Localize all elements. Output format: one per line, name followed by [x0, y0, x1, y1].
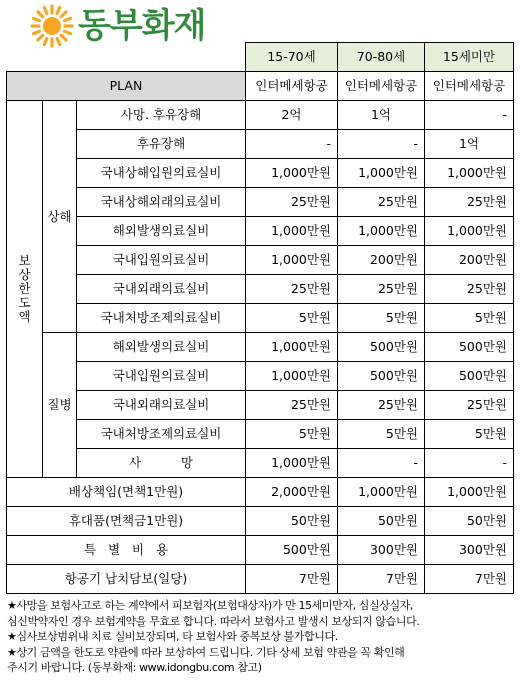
value-cell: -	[246, 130, 338, 159]
item-label: 국내외래의료실비	[77, 275, 246, 304]
value-cell: 1,000만원	[425, 217, 514, 246]
footnote-line: ★상기 금액을 한도로 약관에 따라 보상하여 드립니다. 기타 상세 보험 약관을 꼭 확인해	[7, 645, 405, 659]
group-label-injury: 상해	[43, 101, 77, 333]
value-cell: 300만원	[338, 536, 425, 565]
item-label: 국내외래의료실비	[77, 391, 246, 420]
item-label: 국내상해외래의료실비	[77, 188, 246, 217]
value-cell: 500만원	[246, 536, 338, 565]
table-row	[7, 536, 514, 565]
value-cell: 1,000만원	[246, 362, 338, 391]
table-row	[7, 565, 514, 594]
value-cell: 25만원	[338, 188, 425, 217]
value-cell: 1,000만원	[338, 217, 425, 246]
value-cell: 50만원	[246, 507, 338, 536]
item-label: 국내처방조제의료실비	[77, 304, 246, 333]
footnote-line: ★심사보상범위내 치료 실비보장되며, 타 보험사와 중복보상 불가합니다.	[7, 630, 338, 643]
value-cell: 25만원	[425, 391, 514, 420]
table-row	[7, 275, 514, 304]
value-cell: 5만원	[338, 420, 425, 449]
value-cell: 1,000만원	[246, 217, 338, 246]
table-row	[7, 507, 514, 536]
value-cell: 25만원	[246, 188, 338, 217]
value-cell: 25만원	[425, 275, 514, 304]
item-label: 특 별 비 용	[7, 536, 246, 565]
item-label: 국내입원의료실비	[77, 362, 246, 391]
table-row	[7, 420, 514, 449]
value-cell: 25만원	[425, 188, 514, 217]
value-cell: 1,000만원	[246, 159, 338, 188]
group-label-disease: 질병	[43, 333, 77, 478]
plan-name-1: 인터메세항공	[246, 72, 338, 101]
brand-name: 동부화재	[78, 6, 206, 46]
value-cell: 5만원	[425, 420, 514, 449]
value-cell: -	[425, 101, 514, 130]
value-cell: 2,000만원	[246, 478, 338, 507]
value-cell: 1,000만원	[338, 159, 425, 188]
table-row	[7, 333, 514, 362]
value-cell: 1,000만원	[425, 159, 514, 188]
table-row	[7, 246, 514, 275]
age-header-row	[7, 43, 514, 72]
value-cell: 2억	[246, 101, 338, 130]
value-cell: 7만원	[246, 565, 338, 594]
value-cell: 50만원	[425, 507, 514, 536]
value-cell: 1,000만원	[338, 478, 425, 507]
value-cell: 200만원	[338, 246, 425, 275]
table-row	[7, 217, 514, 246]
table-row	[7, 304, 514, 333]
value-cell: 5만원	[338, 304, 425, 333]
value-cell: 7만원	[338, 565, 425, 594]
item-label: 후유장해	[77, 130, 246, 159]
age-header-2: 70-80세	[338, 43, 425, 72]
table-row	[7, 130, 514, 159]
coverage-limit-label: 보 상 한 도 액	[7, 101, 43, 478]
table-row	[7, 391, 514, 420]
value-cell: 200만원	[425, 246, 514, 275]
value-cell: -	[425, 449, 514, 478]
value-cell: 500만원	[338, 333, 425, 362]
value-cell: 25만원	[246, 275, 338, 304]
item-label: 국내입원의료실비	[77, 246, 246, 275]
footnote-line: ★사망을 보험사고로 하는 계약에서 피보험자(보험대상자)가 만 15세미만자, 심실상실자,	[7, 599, 413, 612]
plan-name-3: 인터메세항공	[425, 72, 514, 101]
age-header-1: 15-70세	[246, 43, 338, 72]
table-row	[7, 188, 514, 217]
value-cell: 5만원	[246, 420, 338, 449]
age-header-3: 15세미만	[425, 43, 514, 72]
item-label: 항공기 납치담보(일당)	[7, 565, 246, 594]
item-label: 해외발생의료실비	[77, 217, 246, 246]
item-label: 해외발생의료실비	[77, 333, 246, 362]
value-cell: 25만원	[338, 275, 425, 304]
item-label: 국내상해입원의료실비	[77, 159, 246, 188]
item-label: 배상책임(면책1만원)	[7, 478, 246, 507]
footnotes	[7, 598, 519, 676]
value-cell: 1,000만원	[246, 333, 338, 362]
value-cell: 50만원	[338, 507, 425, 536]
value-cell: -	[338, 449, 425, 478]
footnote-line: 주시기 바랍니다. (동부화재: www.idongbu.com 참고)	[7, 661, 262, 674]
table-row	[7, 101, 514, 130]
value-cell: 5만원	[425, 304, 514, 333]
table-row	[7, 478, 514, 507]
value-cell: 500만원	[425, 362, 514, 391]
item-label: 사망. 후유장해	[77, 101, 246, 130]
value-cell: 5만원	[246, 304, 338, 333]
item-label: 사 망	[77, 449, 246, 478]
value-cell: 500만원	[338, 362, 425, 391]
value-cell: 7만원	[425, 565, 514, 594]
footnote-line: 심신박약자인 경우 보험계약을 무효로 합니다. 따라서 보험사고 발생시 보상되지 않습니다.	[7, 614, 420, 628]
table-row	[7, 159, 514, 188]
coverage-table	[6, 42, 514, 594]
value-cell: 1,000만원	[246, 449, 338, 478]
value-cell: 500만원	[425, 333, 514, 362]
table-row	[7, 449, 514, 478]
value-cell: 25만원	[246, 391, 338, 420]
plan-header-row	[7, 72, 514, 101]
value-cell: 1,000만원	[425, 478, 514, 507]
value-cell: 1억	[425, 130, 514, 159]
value-cell: -	[338, 130, 425, 159]
value-cell: 300만원	[425, 536, 514, 565]
table-row	[7, 362, 514, 391]
plan-label: PLAN	[7, 72, 246, 101]
value-cell: 1억	[338, 101, 425, 130]
item-label: 국내처방조제의료실비	[77, 420, 246, 449]
value-cell: 25만원	[338, 391, 425, 420]
item-label: 휴대품(면책금1만원)	[7, 507, 246, 536]
plan-name-2: 인터메세항공	[338, 72, 425, 101]
header-blank	[7, 43, 246, 72]
value-cell: 1,000만원	[246, 246, 338, 275]
